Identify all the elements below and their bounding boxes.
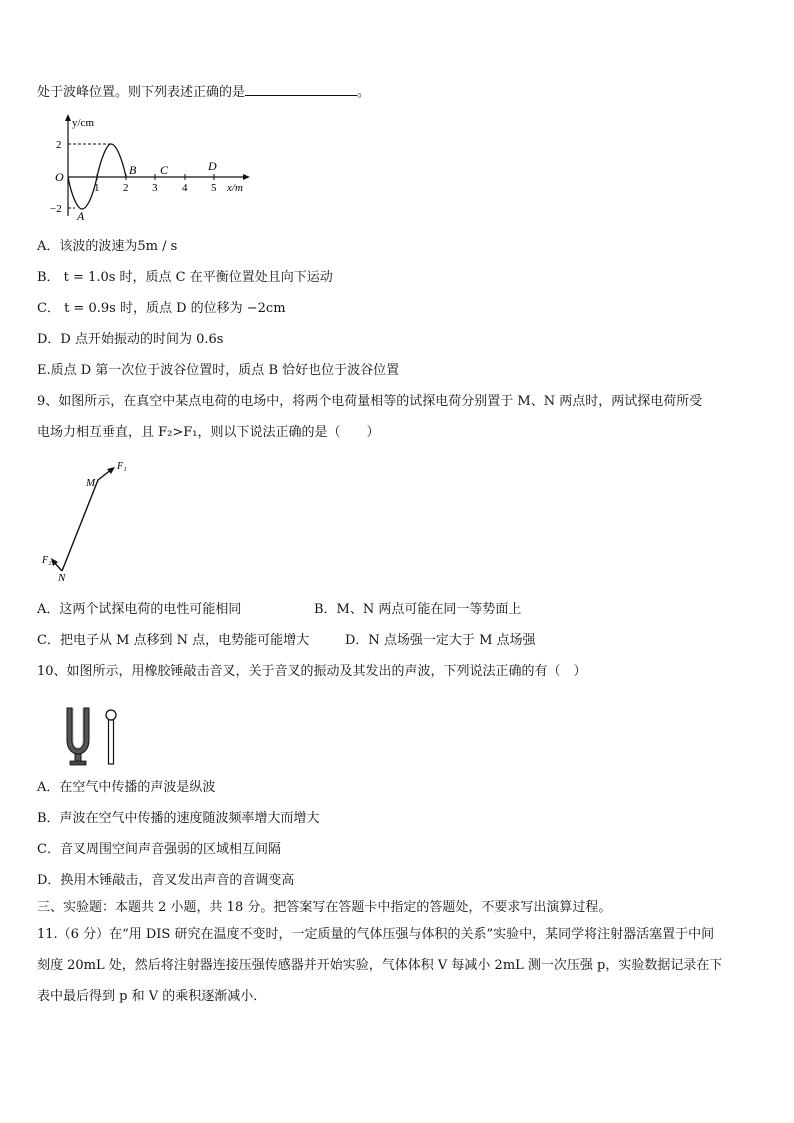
rubber-hammer-icon	[106, 710, 116, 764]
q9-options-row1	[37, 601, 522, 619]
y-axis-arrow-icon	[65, 114, 71, 121]
q10-option-b: B．声波在空气中传播的速度随波频率增大而增大	[37, 811, 320, 826]
x-tick-5: 5	[211, 182, 217, 194]
y-axis-label: y/cm	[72, 117, 94, 129]
q9-option-a: A．这两个试探电荷的电性可能相同	[37, 602, 242, 617]
n-label: N	[58, 572, 66, 584]
q10-option-a: A．在空气中传播的声波是纵波	[37, 780, 216, 795]
answer-blank	[245, 82, 357, 96]
q9-option-c: C．把电子从 M 点移到 N 点，电势能可能增大	[37, 633, 310, 648]
point-a-label: A	[77, 209, 85, 223]
x-tick-4: 4	[182, 182, 188, 194]
tuning-fork-figure	[58, 702, 128, 768]
q9-option-d: D．N 点场强一定大于 M 点场强	[345, 633, 536, 648]
q9-option-b: B．M、N 两点可能在同一等势面上	[314, 602, 522, 617]
origin-label: O	[55, 170, 64, 184]
y-tick-2: 2	[56, 139, 62, 151]
x-tick-3: 3	[152, 182, 158, 194]
force-figure	[38, 455, 148, 590]
q9-stem-line2: 电场力相互垂直，且 F₂>F₁，则以下说法正确的是（ ）	[37, 425, 380, 440]
y-tick-neg2: −2	[50, 203, 62, 215]
tuning-fork-icon	[67, 708, 89, 765]
q9-options-row2	[37, 632, 536, 650]
x-axis-arrow-icon	[243, 174, 250, 180]
intro-line	[37, 82, 370, 102]
q8-option-d: D．D 点开始振动的时间为 0.6s	[37, 332, 224, 347]
q8-option-c: C． t = 0.9s 时，质点 D 的位移为 −2cm	[37, 301, 286, 316]
q8-option-e: E.质点 D 第一次位于波谷位置时，质点 B 恰好也位于波谷位置	[37, 363, 400, 378]
q10-option-c: C．音叉周围空间声音强弱的区域相互间隔	[37, 842, 281, 857]
q11-line2: 刻度 20mL 处，然后将注射器连接压强传感器并开始实验，气体体积 V 每减小 2mL 测一次压强 p，实验数据记录在下	[37, 958, 723, 973]
f1-arrow-head-icon	[107, 467, 115, 474]
f1-label: F₁	[117, 461, 127, 472]
point-b-label: B	[129, 163, 137, 177]
wave-figure	[40, 112, 260, 224]
q8-option-a: A．该波的波速为5m / s	[37, 239, 178, 254]
q10-stem: 10、如图所示，用橡胶锤敲击音叉，关于音叉的振动及其发出的声波，下列说法正确的有（ ）	[37, 664, 587, 679]
x-axis-label: x/m	[227, 182, 243, 194]
x-tick-2: 2	[123, 182, 129, 194]
q11-line1: 11.（6 分）在“用 DIS 研究在温度不变时，一定质量的气体压强与体积的关系”实验中，某同学将注射器活塞置于中间	[37, 927, 715, 942]
f2-label: F₂	[42, 555, 52, 566]
m-label: M	[86, 477, 96, 489]
intro-text: 处于波峰位置。则下列表述正确的是	[37, 85, 246, 100]
q11-line3: 表中最后得到 p 和 V 的乘积逐渐减小．	[37, 989, 267, 1004]
x-tick-1: 1	[94, 182, 100, 194]
point-c-label: C	[160, 163, 169, 177]
mn-line	[62, 480, 98, 571]
q8-option-b: B． t = 1.0s 时，质点 C 在平衡位置处且向下运动	[37, 270, 333, 285]
point-d-label: D	[208, 159, 217, 173]
section3-heading: 三、实验题：本题共 2 小题，共 18 分。把答案写在答题卡中指定的答题处，不要求写出演算过程。	[37, 900, 612, 915]
intro-end: 。	[357, 85, 371, 100]
q10-option-d: D．换用木锤敲击，音叉发出声音的音调变高	[37, 873, 295, 888]
q9-stem-line1: 9、如图所示，在真空中某点电荷的电场中，将两个电荷量相等的试探电荷分别置于 M、N 两点时，两试探电荷所受	[37, 394, 703, 409]
